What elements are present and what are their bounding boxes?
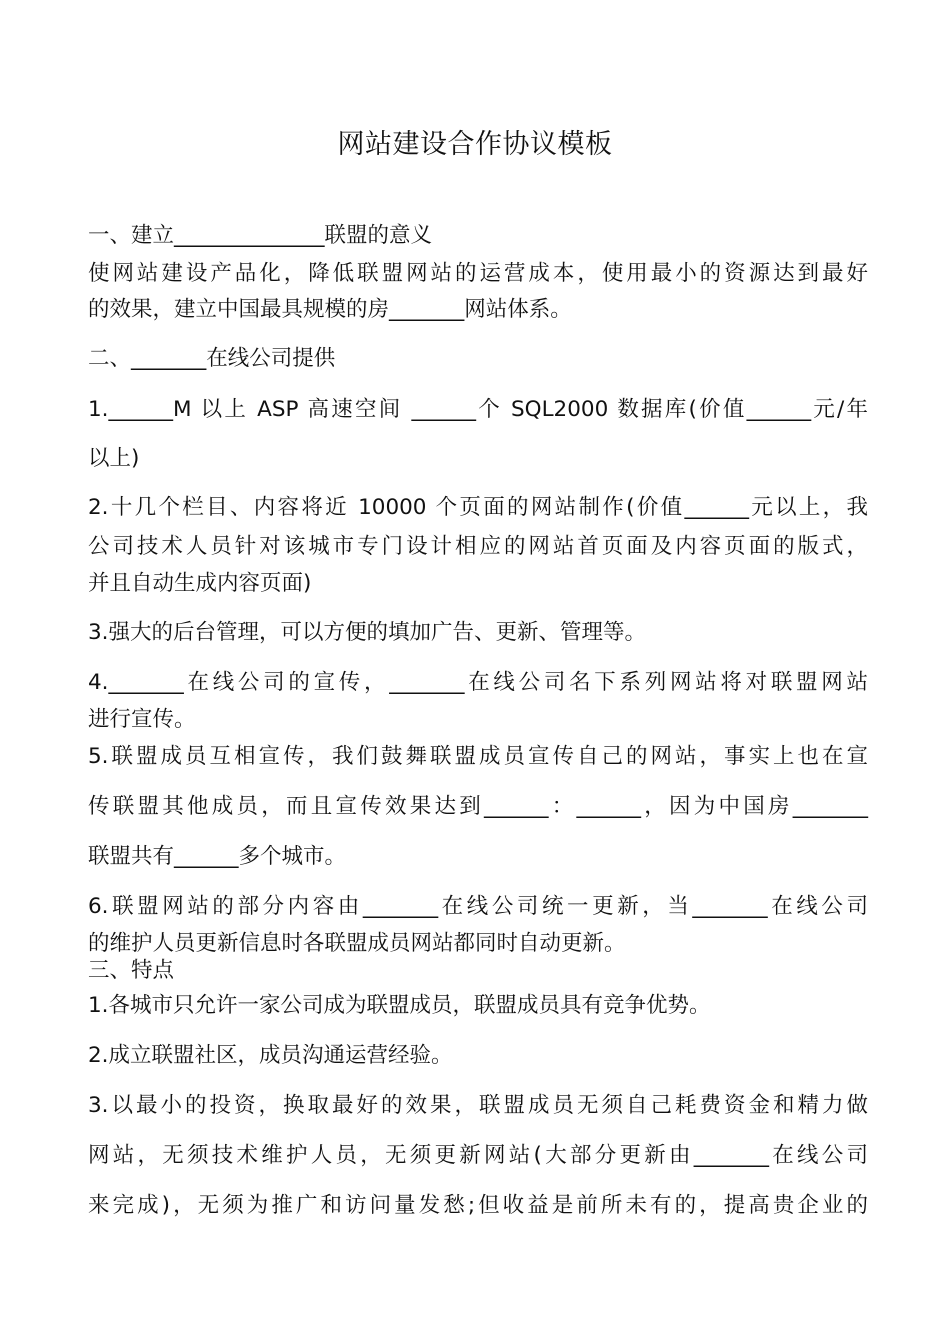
list-item: 3.以最小的投资，换取最好的效果，联盟成员无须自己耗费资金和精力做 — [88, 1093, 868, 1118]
list-item-continuation: 以上) — [88, 446, 140, 471]
list-item-continuation: 进行宣传。 — [88, 707, 196, 732]
list-item: 1.各城市只允许一家公司成为联盟成员，联盟成员具有竞争优势。 — [88, 993, 711, 1018]
list-item-continuation: 的维护人员更新信息时各联盟成员网站都同时自动更新。 — [88, 931, 626, 956]
list-item: 3.强大的后台管理，可以方便的填加广告、更新、管理等。 — [88, 620, 647, 645]
list-item-continuation: 并且自动生成内容页面) — [88, 571, 312, 596]
paragraph-line: 的效果，建立中国最具规模的房_______网站体系。 — [88, 297, 572, 322]
list-item: 2.十几个栏目、内容将近 10000 个页面的网站制作(价值______元以上，我 — [88, 495, 868, 520]
section-heading: 二、_______在线公司提供 — [88, 346, 336, 371]
section-heading: 一、建立______________联盟的意义 — [88, 223, 433, 248]
list-item: 5.联盟成员互相宣传，我们鼓舞联盟成员宣传自己的网站，事实上也在宣 — [88, 744, 868, 769]
paragraph-line: 使网站建设产品化，降低联盟网站的运营成本，使用最小的资源达到最好 — [88, 261, 868, 286]
list-item: 6.联盟网站的部分内容由_______在线公司统一更新，当_______在线公司 — [88, 894, 868, 919]
list-item: 2.成立联盟社区，成员沟通运营经验。 — [88, 1043, 453, 1068]
list-item-continuation: 公司技术人员针对该城市专门设计相应的网站首页面及内容页面的版式， — [88, 534, 868, 559]
list-item-continuation: 网站，无须技术维护人员，无须更新网站(大部分更新由_______在线公司 — [88, 1143, 868, 1168]
list-item-continuation: 传联盟其他成员，而且宣传效果达到______：______，因为中国房_______ — [88, 794, 868, 819]
list-item-continuation: 联盟共有______多个城市。 — [88, 844, 347, 869]
list-item: 4._______在线公司的宣传，_______在线公司名下系列网站将对联盟网站 — [88, 670, 868, 695]
list-item: 1.______M 以上 ASP 高速空间 ______个 SQL2000 数据库(价值______元/年 — [88, 397, 868, 422]
section-heading: 三、特点 — [88, 958, 175, 983]
list-item-continuation: 来完成)，无须为推广和访问量发愁;但收益是前所未有的，提高贵企业的 — [88, 1193, 868, 1218]
document-title: 网站建设合作协议模板 — [337, 129, 613, 160]
